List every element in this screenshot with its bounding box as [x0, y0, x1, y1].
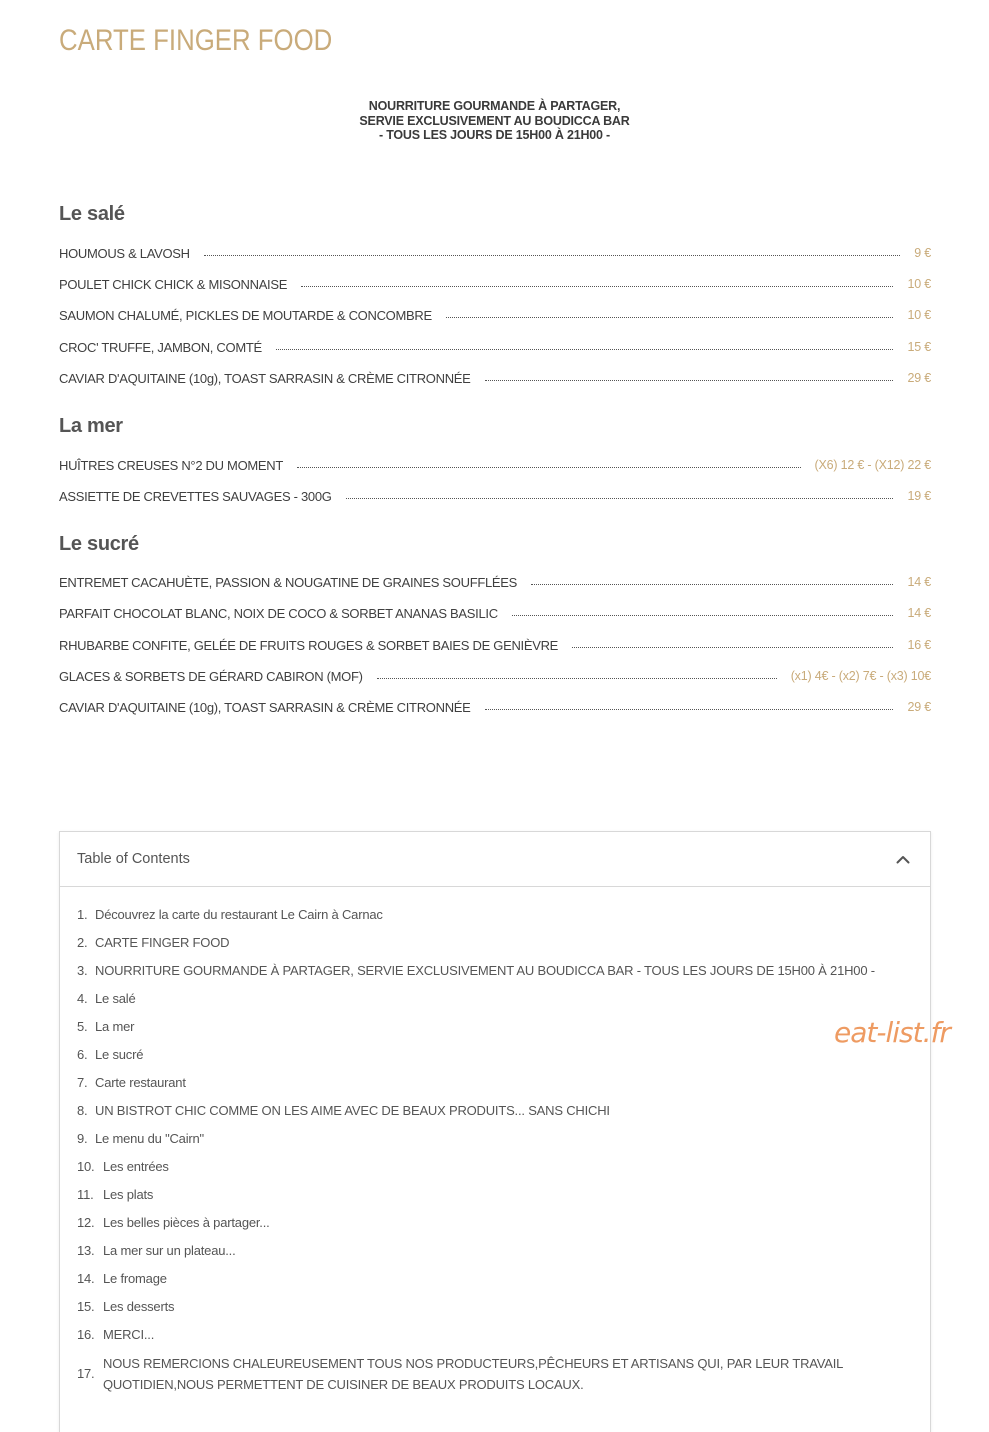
toc-item[interactable] [77, 1157, 916, 1185]
toc-link[interactable]: La mer [95, 1019, 135, 1034]
dot-leader [276, 349, 894, 350]
menu-item-name: HUÎTRES CREUSES N°2 DU MOMENT [59, 457, 284, 473]
subtitle-line: NOURRITURE GOURMANDE À PARTAGER, [368, 99, 621, 113]
toc-link[interactable]: Le menu du "Cairn" [95, 1131, 204, 1146]
section-heading-sucre: Le sucré [59, 533, 139, 555]
toc-item[interactable] [77, 1045, 916, 1073]
subtitle-line: - TOUS LES JOURS DE 15H00 À 21H00 - [378, 128, 611, 142]
toc-link[interactable]: Les desserts [103, 1299, 175, 1314]
toc-item[interactable] [77, 1269, 916, 1297]
menu-item [59, 572, 931, 592]
toc-item[interactable] [77, 1213, 916, 1241]
toc-item[interactable] [77, 1353, 916, 1395]
toc-item[interactable] [77, 989, 916, 1017]
menu-item-name: CAVIAR D'AQUITAINE (10g), TOAST SARRASIN & CRÈME CITRONNÉE [59, 699, 471, 715]
toc-item-number: 13. [77, 1243, 95, 1258]
subtitle [0, 99, 989, 143]
toc-link[interactable]: UN BISTROT CHIC COMME ON LES AIME AVEC DE BEAUX PRODUITS... SANS CHICHI [95, 1103, 610, 1118]
toc-item-number: 9. [77, 1131, 88, 1146]
toc-item-number: 3. [77, 963, 88, 978]
watermark: eat-list.fr [834, 1016, 950, 1049]
toc-item-number: 17. [77, 1366, 95, 1381]
toc-link[interactable]: La mer sur un plateau... [103, 1243, 236, 1258]
toc-item-number: 12. [77, 1215, 95, 1230]
dot-leader [485, 709, 894, 710]
toc-link[interactable]: MERCI... [103, 1327, 155, 1342]
menu-item-price: 15 € [907, 340, 931, 354]
menu-item-name: GLACES & SORBETS DE GÉRARD CABIRON (MOF) [59, 668, 363, 684]
dot-leader [512, 615, 894, 616]
toc-item-number: 10. [77, 1159, 95, 1174]
toc-item-number: 14. [77, 1271, 95, 1286]
subtitle-line: SERVIE EXCLUSIVEMENT AU BOUDICCA BAR [359, 113, 630, 128]
menu-item-name: CAVIAR D'AQUITAINE (10g), TOAST SARRASIN & CRÈME CITRONNÉE [59, 370, 471, 386]
toc-item-number: 7. [77, 1075, 88, 1090]
table-of-contents [59, 831, 931, 1432]
menu-item [59, 666, 931, 686]
toc-link[interactable]: Les entrées [103, 1159, 169, 1174]
menu-item [59, 337, 931, 357]
toc-link[interactable]: Le salé [95, 991, 136, 1006]
toc-item[interactable] [77, 1297, 916, 1325]
menu-item-name: RHUBARBE CONFITE, GELÉE DE FRUITS ROUGES & SORBET BAIES DE GENIÈVRE [59, 637, 559, 653]
toc-link[interactable]: CARTE FINGER FOOD [95, 935, 230, 950]
menu-item-name: SAUMON CHALUMÉ, PICKLES DE MOUTARDE & CONCOMBRE [59, 307, 432, 323]
toc-title: Table of Contents [77, 851, 190, 867]
dot-leader [297, 467, 800, 468]
menu-item-price: 19 € [907, 489, 931, 503]
toc-item[interactable] [77, 1129, 916, 1157]
menu-item [59, 274, 931, 294]
toc-link[interactable]: NOURRITURE GOURMANDE À PARTAGER, SERVIE EXCLUSIVEMENT AU BOUDICCA BAR - TOUS LES JOURS DE 15H00 À 21H00 - [95, 963, 875, 978]
toc-link[interactable]: Découvrez la carte du restaurant Le Cairn à Carnac [95, 907, 383, 922]
toc-item[interactable] [77, 933, 916, 961]
dot-leader [301, 286, 893, 287]
menu-item [59, 697, 931, 717]
toc-item-number: 6. [77, 1047, 88, 1062]
section-heading-sale: Le salé [59, 203, 125, 225]
menu-item [59, 305, 931, 325]
dot-leader [377, 678, 777, 679]
menu-item-name: HOUMOUS & LAVOSH [59, 245, 190, 261]
dot-leader [485, 380, 894, 381]
toc-item[interactable] [77, 961, 916, 989]
chevron-up-icon[interactable] [892, 848, 914, 870]
dot-leader [204, 255, 900, 256]
menu-item-name: ASSIETTE DE CREVETTES SAUVAGES - 300G [59, 488, 332, 504]
menu-item-price: 14 € [907, 575, 931, 589]
toc-link[interactable]: Les belles pièces à partager... [103, 1215, 270, 1230]
toc-item-number: 16. [77, 1327, 95, 1342]
menu-item [59, 603, 931, 623]
menu-item [59, 635, 931, 655]
menu-item-price: 9 € [914, 246, 931, 260]
menu-item-name: ENTREMET CACAHUÈTE, PASSION & NOUGATINE DE GRAINES SOUFFLÉES [59, 574, 518, 590]
menu-item-price: (X6) 12 € - (X12) 22 € [814, 458, 931, 472]
toc-item[interactable] [77, 905, 916, 933]
toc-item-number: 4. [77, 991, 88, 1006]
menu-item-price: 10 € [907, 308, 931, 322]
toc-item[interactable] [77, 1101, 916, 1129]
dot-leader [531, 584, 893, 585]
menu-item-price: (x1) 4€ - (x2) 7€ - (x3) 10€ [790, 669, 931, 683]
toc-header[interactable] [60, 832, 930, 887]
menu-item [59, 243, 931, 263]
toc-item-number: 8. [77, 1103, 88, 1118]
toc-item-number: 5. [77, 1019, 88, 1034]
menu-item-name: POULET CHICK CHICK & MISONNAISE [59, 276, 288, 292]
toc-item-number: 11. [77, 1187, 94, 1202]
menu-item-price: 14 € [907, 606, 931, 620]
menu-item-price: 10 € [907, 277, 931, 291]
toc-item[interactable] [77, 1185, 916, 1213]
toc-item[interactable] [77, 1073, 916, 1101]
toc-link[interactable]: Le fromage [103, 1271, 167, 1286]
page-title: CARTE FINGER FOOD [59, 24, 333, 57]
toc-link[interactable]: Les plats [103, 1187, 154, 1202]
menu-item-name: PARFAIT CHOCOLAT BLANC, NOIX DE COCO & SORBET ANANAS BASILIC [59, 605, 498, 621]
menu-item-price: 16 € [907, 638, 931, 652]
dot-leader [346, 498, 894, 499]
toc-item-number: 15. [77, 1299, 95, 1314]
menu-item [59, 455, 931, 475]
toc-list [77, 905, 916, 1395]
toc-link[interactable]: Le sucré [95, 1047, 144, 1062]
toc-item-number: 1. [77, 907, 88, 922]
dot-leader [446, 317, 894, 318]
menu-item [59, 368, 931, 388]
menu-item-price: 29 € [907, 371, 931, 385]
toc-item[interactable] [77, 1017, 916, 1045]
section-heading-mer: La mer [59, 415, 123, 437]
toc-item-number: 2. [77, 935, 88, 950]
toc-link[interactable]: Carte restaurant [95, 1075, 186, 1090]
menu-item-price: 29 € [907, 700, 931, 714]
toc-item[interactable] [77, 1241, 916, 1269]
menu-item-name: CROC' TRUFFE, JAMBON, COMTÉ [59, 339, 262, 355]
menu-item [59, 486, 931, 506]
dot-leader [572, 647, 893, 648]
toc-item[interactable] [77, 1325, 916, 1353]
toc-link[interactable]: NOUS REMERCIONS CHALEUREUSEMENT TOUS NOS PRODUCTEURS,PÊCHEURS ET ARTISANS QUI, PAR LEUR TRAVAIL QUOTIDIEN,NOUS PERMETTENT DE CUISINER DE BEAUX PRODUITS LOCAUX. [103, 1356, 843, 1392]
